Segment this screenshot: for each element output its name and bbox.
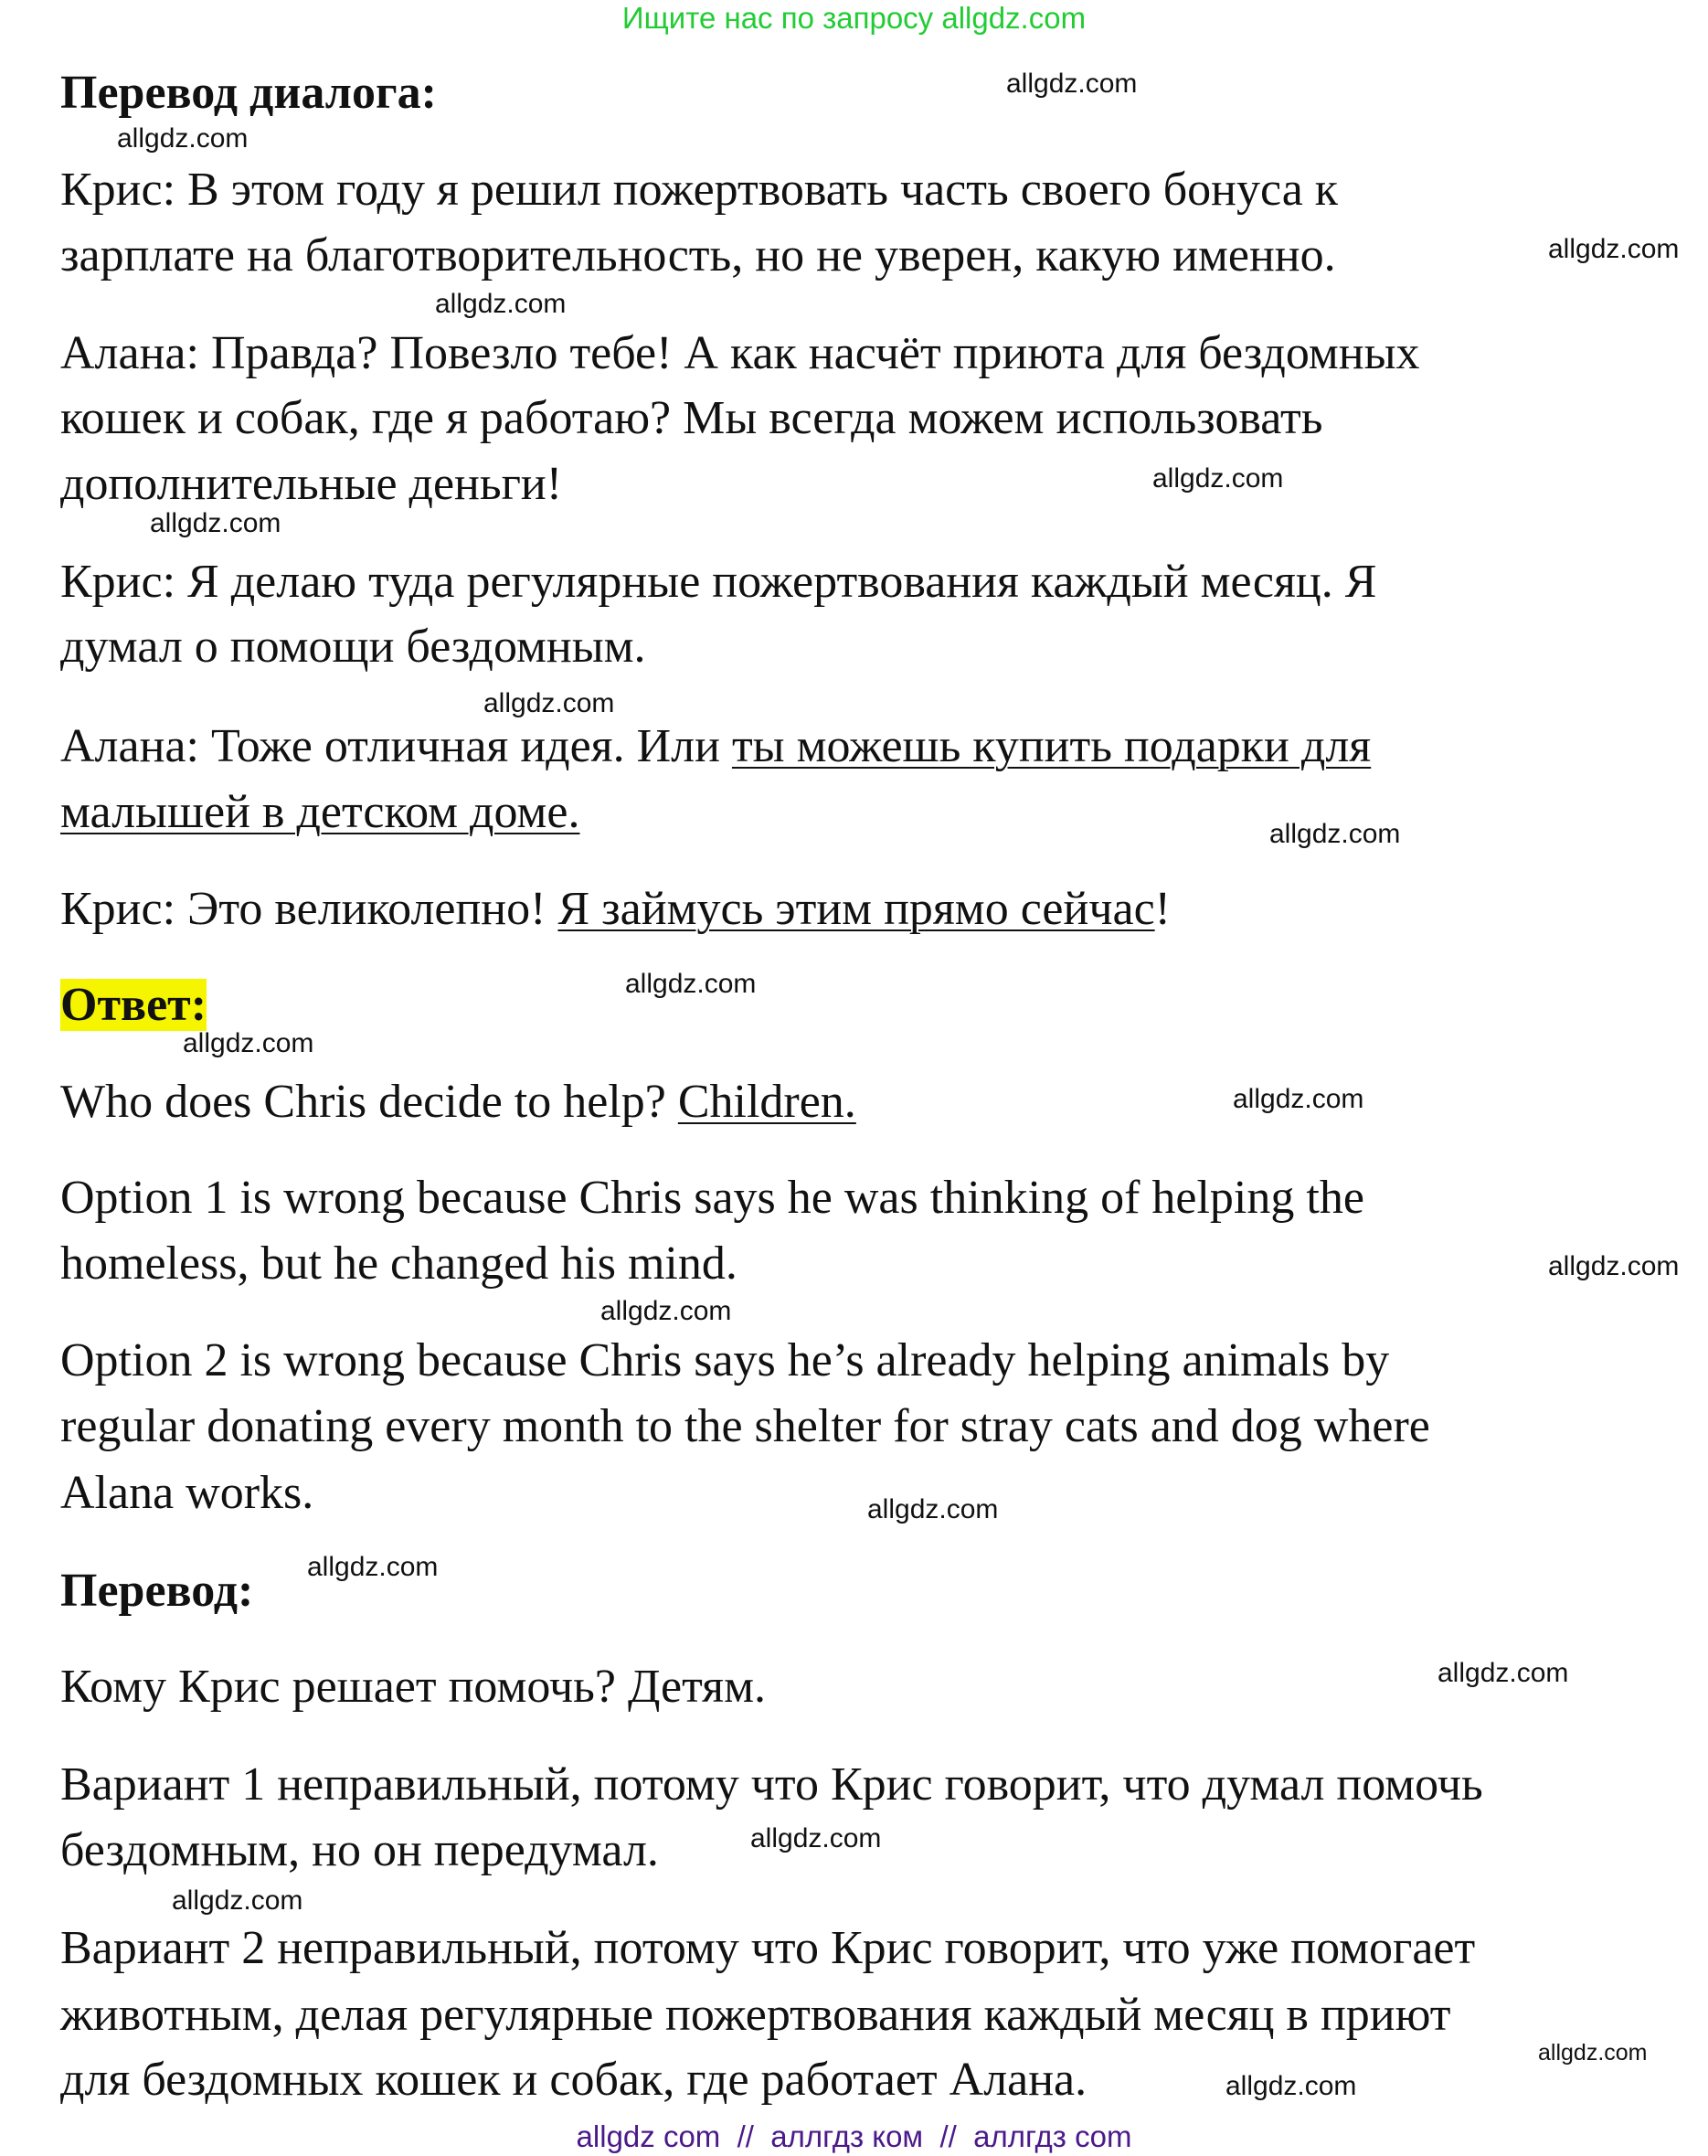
- dialog-line: кошек и собак, где я работаю? Мы всегда можем использовать: [60, 392, 1323, 444]
- dialog-line: [60, 785, 579, 840]
- variant1-line: бездомным, но он передумал.: [60, 1824, 659, 1876]
- answer-title: [60, 978, 207, 1033]
- dialog-line: Алана: Правда? Повезло тебе! А как насчёт приюта для бездомных: [60, 327, 1420, 379]
- underlined-phrase: Я займусь этим прямо сейчас: [557, 883, 1155, 935]
- watermark: allgdz.com: [172, 1885, 303, 1916]
- watermark: allgdz.com: [1233, 1084, 1364, 1114]
- option2-line: Option 2 is wrong because Chris says he’s already helping animals by: [60, 1334, 1390, 1386]
- watermark: allgdz.com: [1548, 1251, 1680, 1281]
- variant1-line: Вариант 1 неправильный, потому что Крис говорит, что думал помочь: [60, 1758, 1483, 1811]
- watermark: allgdz.com: [625, 969, 757, 999]
- dialog-line: дополнительные деньги!: [60, 458, 563, 510]
- dialog-text: Алана: Тоже отличная идея. Или: [60, 720, 732, 772]
- dialog-line: [60, 882, 1171, 937]
- variant2-line: Вариант 2 неправильный, потому что Крис говорит, что уже помогает: [60, 1922, 1476, 1974]
- watermark: allgdz.com: [1548, 234, 1680, 264]
- option2-line: Alana works.: [60, 1467, 314, 1519]
- watermark: allgdz.com: [1538, 2040, 1648, 2066]
- watermark: allgdz.com: [1225, 2071, 1357, 2101]
- dialog-text: Крис: Это великолепно!: [60, 883, 558, 935]
- watermark: allgdz.com: [307, 1552, 439, 1582]
- underlined-phrase: ты можешь купить подарки для: [731, 720, 1372, 772]
- dialog-line: Крис: Я делаю туда регулярные пожертвования каждый месяц. Я: [60, 556, 1377, 608]
- watermark: allgdz.com: [435, 289, 567, 319]
- watermark: allgdz.com: [867, 1494, 999, 1524]
- footer-banner: allgdz com // аллгдз ком // аллгдз com: [576, 2119, 1132, 2153]
- option1-line: homeless, but he changed his mind.: [60, 1237, 737, 1290]
- underlined-phrase: малышей в детском доме.: [60, 786, 580, 838]
- watermark: allgdz.com: [1269, 819, 1401, 849]
- watermark: allgdz.com: [750, 1823, 882, 1853]
- answer-title-highlight: Ответ:: [60, 979, 207, 1031]
- question-text: Who does Chris decide to help?: [60, 1076, 678, 1128]
- watermark: allgdz.com: [183, 1028, 314, 1058]
- variant2-line: для бездомных кошек и собак, где работает Алана.: [60, 2054, 1087, 2106]
- answer-text: Children.: [677, 1076, 856, 1128]
- dialog-text: !: [1154, 883, 1171, 935]
- dialog-title: Перевод диалога:: [60, 67, 437, 119]
- search-banner: Ищите нас по запросу allgdz.com: [621, 1, 1087, 35]
- watermark: allgdz.com: [483, 688, 615, 718]
- dialog-line: зарплате на благотворительность, но не уверен, какую именно.: [60, 229, 1336, 281]
- translation-title: Перевод:: [60, 1565, 254, 1617]
- watermark: allgdz.com: [1006, 69, 1138, 99]
- watermark: allgdz.com: [600, 1296, 732, 1326]
- watermark: allgdz.com: [1437, 1658, 1569, 1688]
- dialog-line: думал о помощи бездомным.: [60, 621, 646, 673]
- watermark: allgdz.com: [1152, 463, 1284, 494]
- translation-question: Кому Крис решает помочь? Детям.: [60, 1661, 767, 1713]
- answer-question: [60, 1075, 856, 1130]
- watermark: allgdz.com: [117, 123, 249, 154]
- option1-line: Option 1 is wrong because Chris says he was thinking of helping the: [60, 1172, 1364, 1224]
- option2-line: regular donating every month to the shelter for stray cats and dog where: [60, 1400, 1430, 1452]
- watermark: allgdz.com: [150, 508, 281, 538]
- variant2-line: животным, делая регулярные пожертвования каждый месяц в приют: [60, 1989, 1451, 2041]
- dialog-line: Крис: В этом году я решил пожертвовать часть своего бонуса к: [60, 164, 1339, 216]
- dialog-line: [60, 719, 1371, 774]
